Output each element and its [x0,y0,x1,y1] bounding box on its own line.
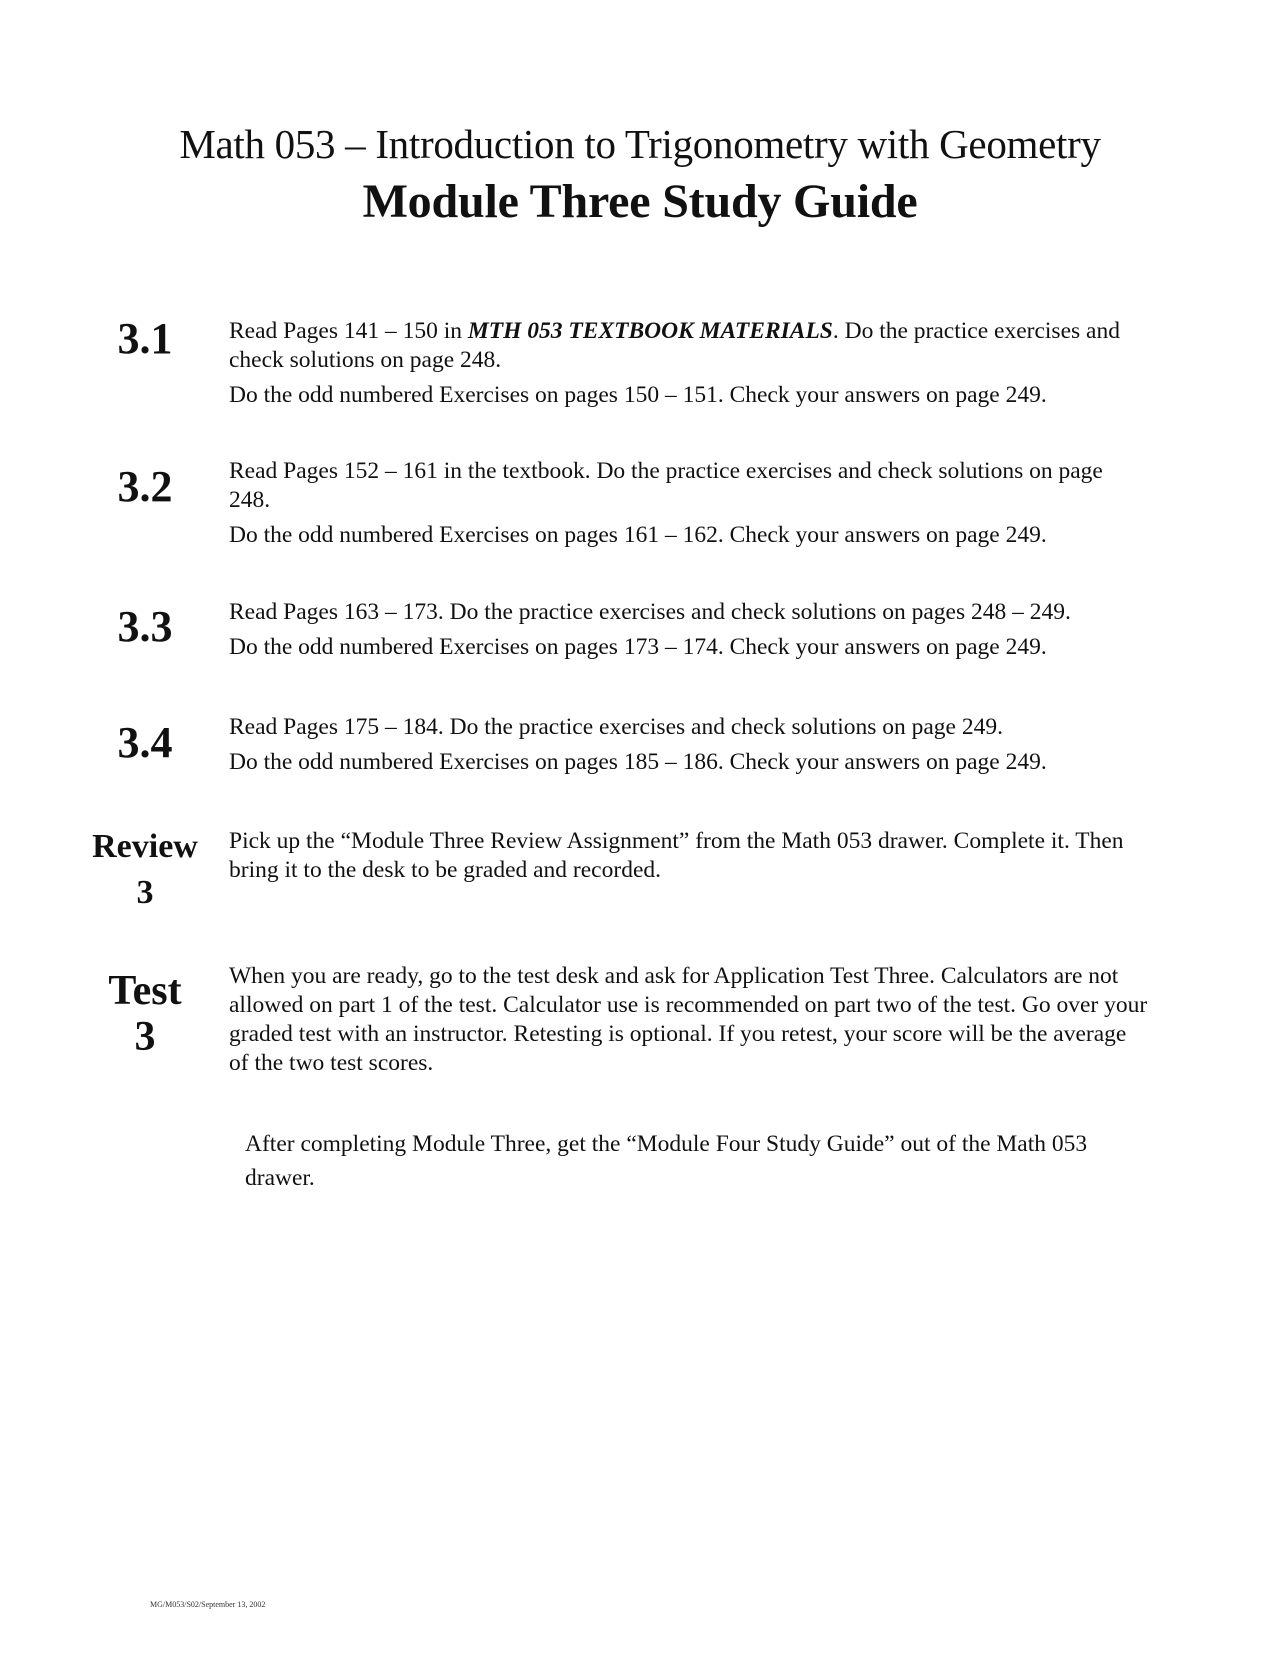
test-label-word: Test [108,968,182,1014]
section-label-3-4: 3.4 [117,718,173,767]
footer-code: MG/M053/S02/September 13, 2002 [150,1600,266,1609]
section-body-test-3 [229,962,1149,1078]
section-label-3-2: 3.2 [117,462,173,511]
section-label-3-3: 3.3 [117,602,173,651]
section-3-1-reading [229,317,1149,375]
review-instructions: Pick up the “Module Three Review Assignment” from the Math 053 drawer. Complete it. Then bring it to the desk to be graded and recorded. [229,828,1124,883]
reading-suffix: . Do the practice exercises and check solutions on page 248. [229,318,1120,373]
test-instructions: When you are ready, go to the test desk and ask for Application Test Three. Calculators are not allowed on part 1 of the test. Calculator use is recommended on part two of the test. Go over your graded test with an instructor. Retesting is optional. If you retest, your score will be the average of the two test scores. [229,963,1148,1076]
study-guide-title: Module Three Study Guide [362,175,918,228]
section-3-2-reading: Read Pages 152 – 161 in the textbook. Do the practice exercises and check solutions on page 248. [229,458,1103,513]
section-3-4-reading: Read Pages 175 – 184. Do the practice exercises and check solutions on page 249. [229,714,1003,740]
section-label-3-1: 3.1 [117,314,173,363]
section-3-3-reading: Read Pages 163 – 173. Do the practice exercises and check solutions on pages 248 – 249. [229,599,1071,625]
course-title: Math 053 – Introduction to Trigonometry with Geometry [179,121,1101,167]
section-body-3-3 [229,598,1149,662]
section-label-review-3 [70,824,220,916]
section-body-3-4 [229,713,1149,777]
section-body-review-3 [229,827,1149,885]
section-label-test-3 [70,968,220,1060]
section-3-2-exercises: Do the odd numbered Exercises on pages 161 – 162. Check your answers on page 249. [229,522,1047,548]
closing-note: After completing Module Three, get the “Module Four Study Guide” out of the Math 053 drawer. [245,1131,1088,1191]
section-3-3-exercises: Do the odd numbered Exercises on pages 173 – 174. Check your answers on page 249. [229,634,1047,660]
review-label-word: Review [92,828,198,865]
section-3-4-exercises: Do the odd numbered Exercises on pages 185 – 186. Check your answers on page 249. [229,749,1047,775]
section-3-1-exercises: Do the odd numbered Exercises on pages 150 – 151. Check your answers on page 249. [229,382,1047,408]
review-label-number: 3 [136,874,154,911]
section-body-3-1 [229,317,1149,410]
textbook-title: MTH 053 TEXTBOOK MATERIALS [467,318,833,344]
test-label-number: 3 [134,1014,156,1060]
section-body-3-2 [229,457,1149,550]
reading-prefix: Read Pages 141 – 150 in [229,318,468,344]
